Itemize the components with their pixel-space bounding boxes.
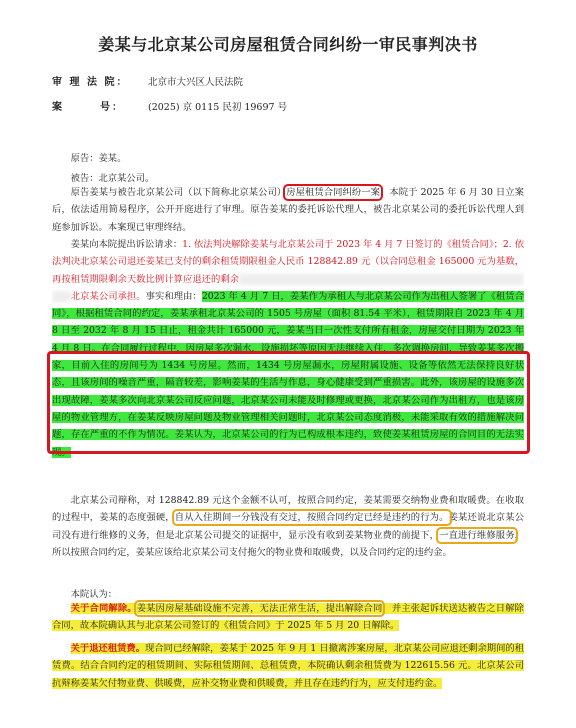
court-row [52, 73, 243, 88]
claims-lead: 姜某向本院提出诉讼请求： [70, 239, 183, 250]
court-value: 北京市大兴区人民法院 [148, 77, 244, 88]
case-number-row [52, 98, 287, 113]
case-number-value: (2025) 京 0115 民初 19697 号 [148, 102, 288, 113]
defense-text-2: 姜某还说北京某公司没有进行维修的义务，但是北京某公司提交的证据中，显示没有收到姜某物业费的前提下， [52, 512, 524, 541]
claims-red-text: 1. 依法判决解除姜某与北京某公司于 2023 年 4 月 7 日签订的《租赁合同》；2. 依法判决北京某公司退还姜某已支付的剩余租赁期限租金人民币 128842.89 元（以合同总租金 165000 元为基数，再按租赁期限剩余天数比例计算应退还的剩余 [52, 239, 524, 285]
finding-rent-refund [52, 640, 524, 712]
claims-red-end: 北京某公司承担。 [70, 290, 146, 302]
finding-2-text: 现合同已经解除，姜某于 2025 年 9 月 1 日撤离涉案房屋，北京某公司应退还剩余期间的租赁费。结合合同约定的租赁期间、实际租赁期间、总租赁费，本院确认剩余租赁费为 122615.56 元。北京某公司抗辩称姜某欠付物业费、供暖费，应补交物业费和供暖费，并且存在违约行为，应支付违约金。 [52, 643, 524, 689]
defense-paragraph [52, 492, 524, 576]
finding-1-boxed: 姜某因房屋基础设施不完善，无法正常生活，提出解除合同 [136, 603, 383, 614]
court-opinion-heading: 本院认为： [70, 589, 118, 600]
defense-boxed-2: 一直进行维修服务 [439, 529, 515, 541]
finding-1-text: ，并主张起诉状送达被告之日解除合同，故本院确认其与北京某公司签订的《租赁合同》于 2025 年 5 月 20 日解除。 [52, 603, 524, 632]
plaintiff-line: 原告：姜某。 [70, 153, 127, 164]
defense-text-3: ，所以按照合同约定，姜某应该给北京某公司支付拖欠的物业费和取暖费，以及合同约定的违约金。 [52, 529, 524, 558]
document-title: 姜某与北京某公司房屋租赁合同纠纷一审民事判决书 [98, 35, 478, 54]
facts-green-conclusion: 姜某认为，北京某公司的行为已构成根本违约，致使姜某租赁房屋的合同目的无法实现。 [52, 429, 524, 458]
intro-text-2: ，本院于 2025 年 6 月 30 日立案后，依法适用简易程序，公开开庭进行了审理。原告姜某的委托诉讼代理人，被告北京某公司的委托诉讼代理人到庭参加诉讼。本案现已审理终结。 [52, 187, 524, 233]
finding-1-label: 关于合同解除。 [70, 603, 137, 614]
case-number-label: 案 号： [52, 102, 124, 113]
intro-paragraph [52, 184, 524, 236]
defendant-line: 被告：北京某公司。 [70, 173, 155, 184]
defense-boxed-1: 自从入住期间一分钱没有交过，按照合同约定已经是违约的行为。 [174, 512, 449, 524]
case-type-boxed: 房屋租赁合同纠纷一案 [286, 187, 381, 198]
defense-text-1: 北京某公司辩称，对 128842.89 元这个金额不认可，按照合同约定，姜某需要交纳物业费和取暖费。在收取的过程中，姜某的态度强硬， [52, 495, 524, 524]
intro-text-1: 原告姜某与被告北京某公司（以下简称北京某公司） [70, 187, 287, 198]
finding-2-label: 关于退还租赁费。 [70, 643, 146, 654]
facts-green-highlight: 2023 年 4 月 7 日，姜某作为承租人与北京某公司作为出租人签署了《租赁合同》，根据租赁合同的约定，姜某承租北京某公司的 1505 号房屋（面积 81.54 平米），租赁期限自 2023 年 4 月 8 日至 2032 年 8 月 15 日止，租金共计 165000 元，姜某当日一次性支付所有租金，房屋交付日期为 2023 年 4 月 8 日。在合同履行过程中，因房屋多次漏水，设施损坏等原因无法继续入住，多次调换房间，导致姜某多次搬家，目前入住的房间号为 1434 号房屋。然而，1434 号房屋漏水，房屋附属设施、设备等依然无法保持良好状态，且该房间的噪音严重，隔音较差，影响姜某的生活与作息，身心健康受到严重损害。此外，该房屋的设施多次出现故障，姜某多次向北京某公司反应问题，北京某公司未能及时修理或更换，北京某公司作为出租方，也是该房屋的物业管理方，在姜某反映房屋问题及物业管理相关问题时，北京某公司态度消极，未能采取有效的措施解决问题，存在严重的不作为情况。 [52, 290, 524, 441]
finding-contract-termination [52, 600, 524, 636]
facts-lead: 事实和理由： [145, 290, 202, 302]
court-label: 审 理 法 院： [52, 77, 129, 88]
claims-blurred-text: 租金数额，后续金额以最终核算为准）；3.本案诉讼费用由北京某公司承担 [52, 273, 524, 302]
